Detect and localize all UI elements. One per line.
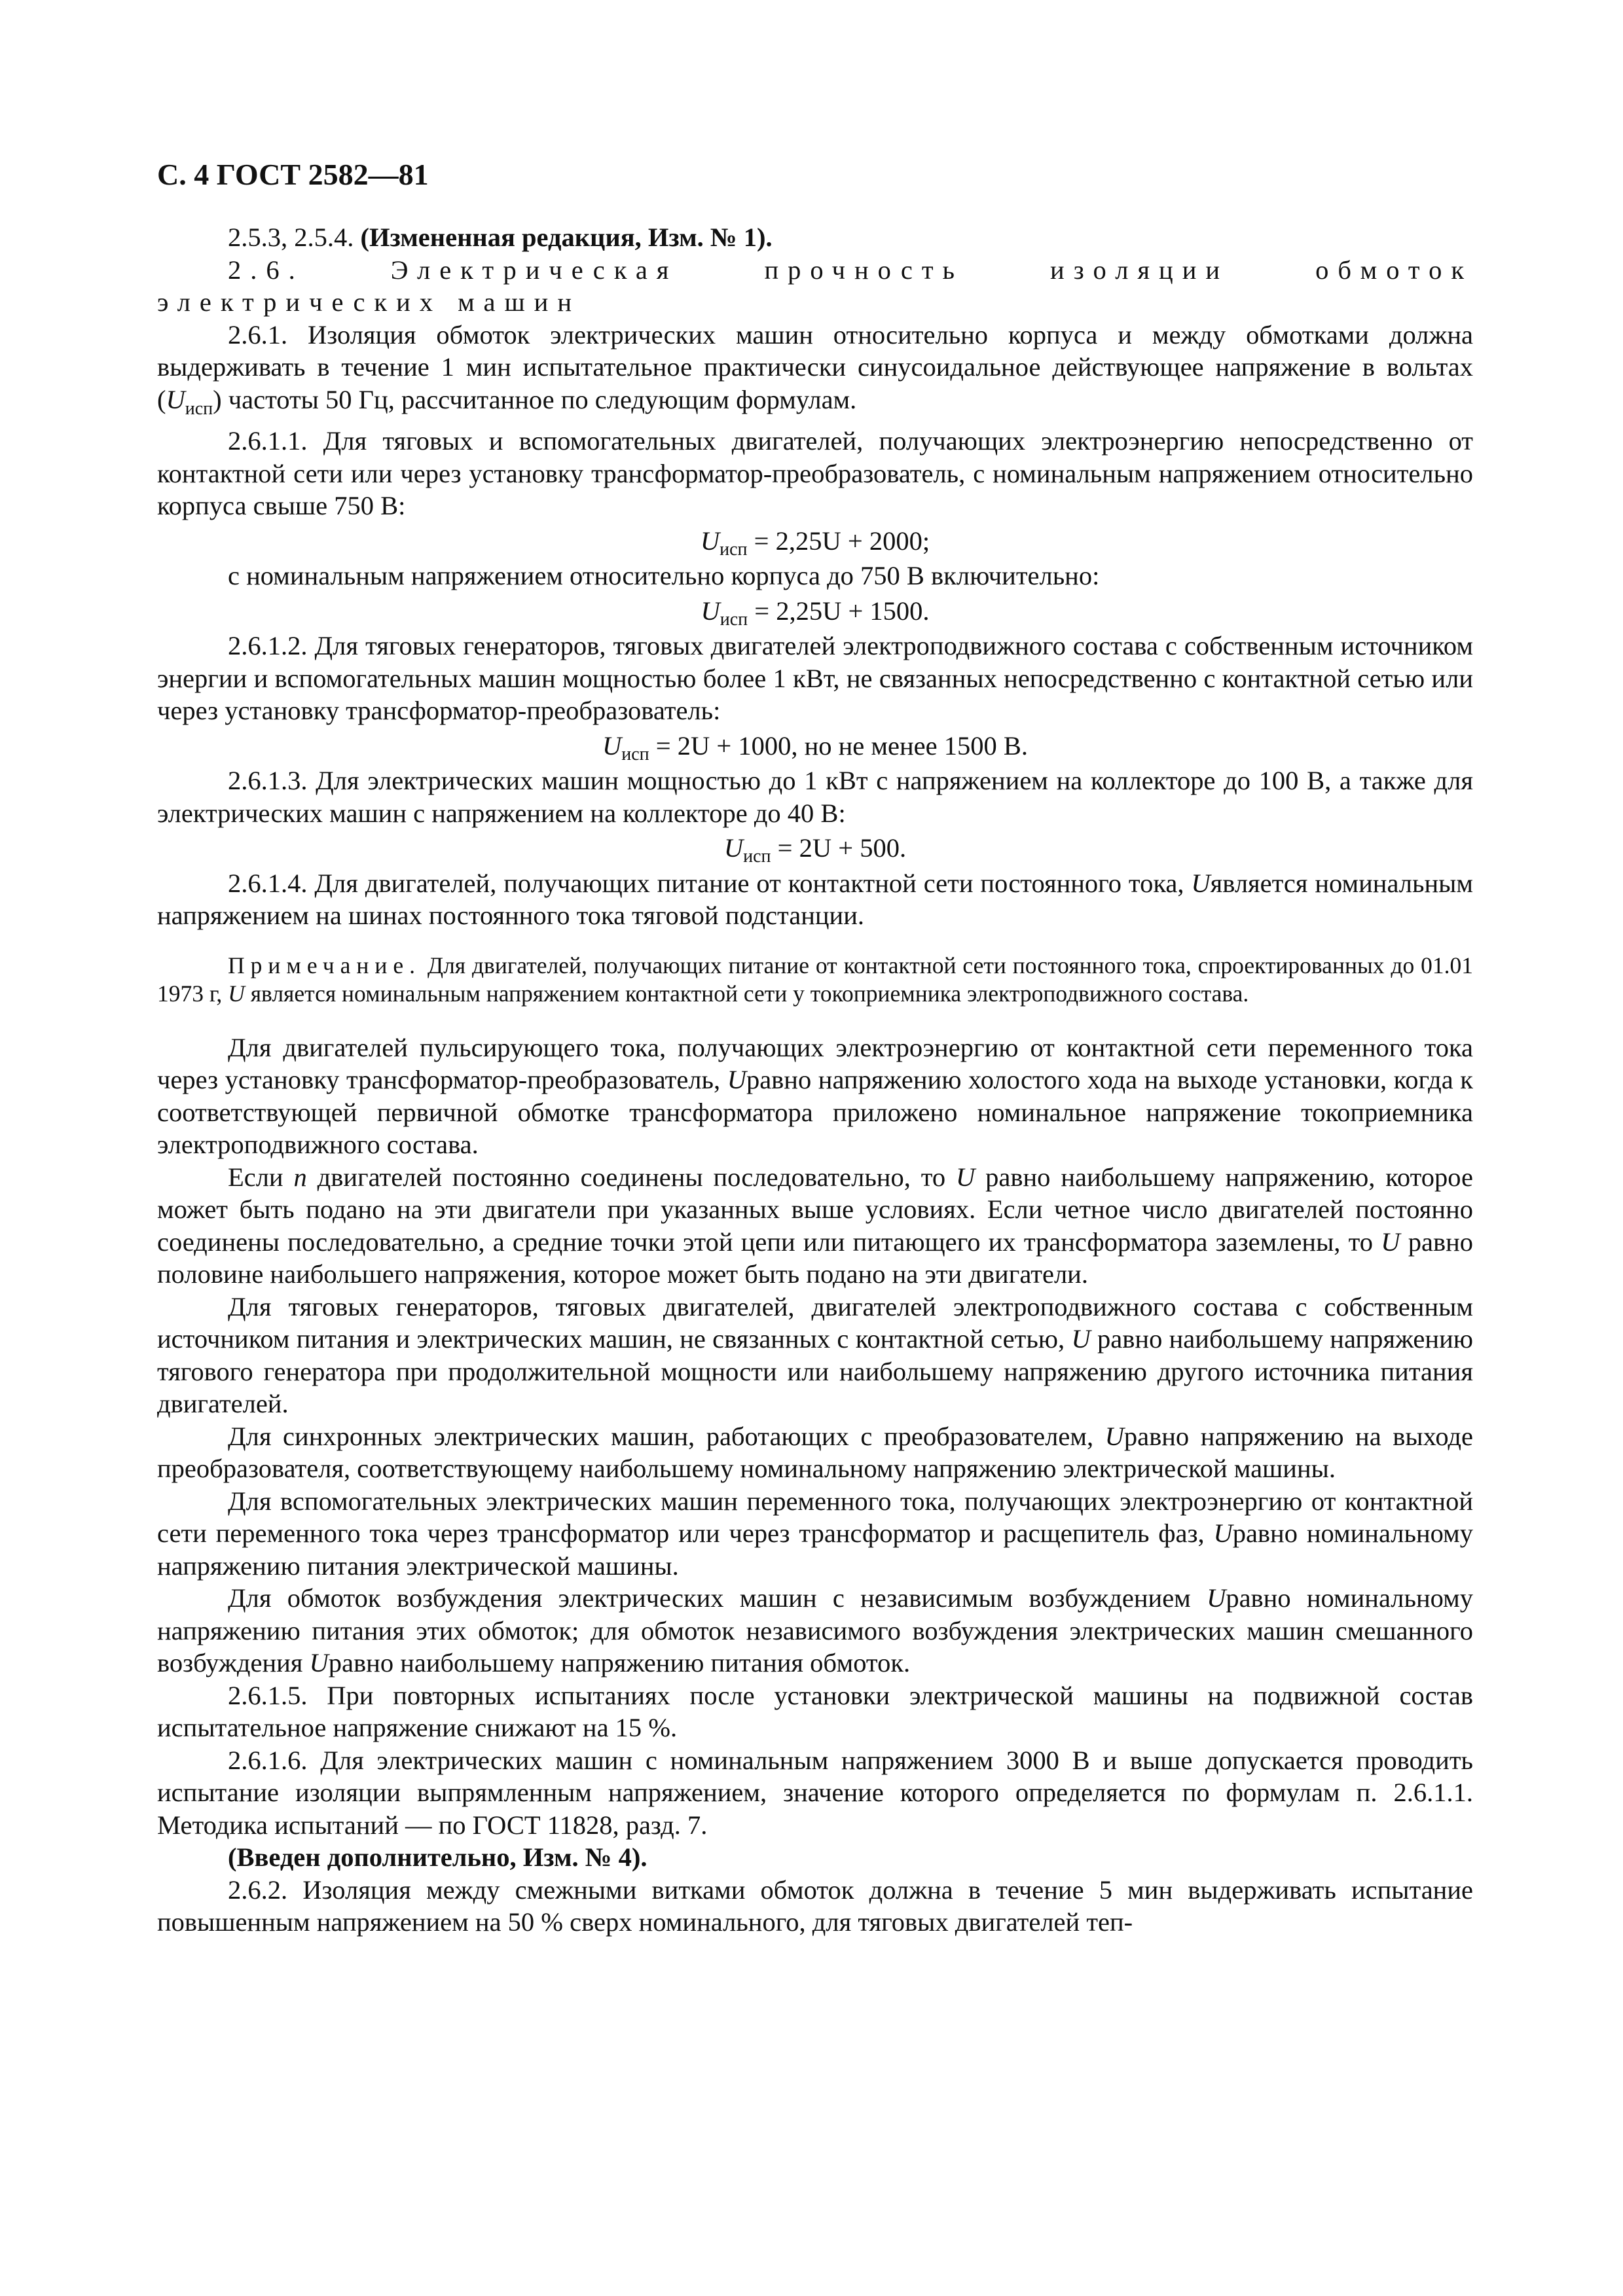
amendment-note: (Измененная редакция, Изм. № 1). [360,223,773,252]
paragraph: 2.6.1.2. Для тяговых генераторов, тяговых двигателей электроподвижного состава с собственным источником энергии и вспомогательных машин мощностью более 1 кВт, не связанных непосредственно с контактной сетью или через установку трансформатор-преобразователь: [157,631,1473,726]
paragraph: Для тяговых генераторов, тяговых двигателей, двигателей электроподвижного состава с собственным источником питания и электрических машин, не связанных с контактной сетью, U равно наибольшему напряжению тягового генератора при продолжительной мощности или наибольшему напряжению другого источника питания двигателей. [157,1291,1473,1419]
amendment-note: (Введен дополнительно, Изм. № 4). [228,1842,647,1873]
paragraph: 2.6.2. Изоляция между смежными витками обмоток должна в течение 5 мин выдерживать испытание повышенным напряжением на 50 % сверх номинального, для тяговых двигателей теп- [157,1874,1473,1937]
note: Примечание. Для двигателей, получающих питание от контактной сети постоянного тока, спроектированных до 01.01 1973 г, U является номинальным напряжением контактной сети у токоприемника электроподвижного состава. [157,952,1473,1007]
paragraph: 2.6.1.1. Для тяговых и вспомогательных двигателей, получающих электроэнергию непосредственно от контактной сети или через установку трансформатор-преобразователь, с номинальным напряжением относительно корпуса свыше 750 В: [157,426,1473,521]
formula: $U_{исп} = 2,25U + 1500$. [701,596,930,630]
document-body [157,221,1473,1939]
paragraph: Для двигателей пульсирующего тока, получающих электроэнергию от контактной сети переменного тока через установку трансформатор-преобразователь, Uравно напряжению холостого хода на выходе установки, когда к соответствующей первичной обмотке трансформатора приложено номинальное напряжение токоприемника электроподвижного состава. [157,1032,1473,1160]
paragraph: Для вспомогательных электрических машин переменного тока, получающих электроэнергию от контактной сети переменного тока через трансформатор или через трансформатор и расщепитель фаз, Uравно номинальному напряжению питания электрической машины. [157,1486,1473,1581]
paragraph: Для синхронных электрических машин, работающих с преобразователем, Uравно напряжению на выходе преобразователя, соответствующему наибольшему номинальному напряжению электрической машины. [157,1421,1473,1484]
paragraph: 2.6.1.5. При повторных испытаниях после установки электрической машины на подвижной состав испытательное напряжение снижают на 15 %. [157,1680,1473,1743]
formula: $U_{исп} = 2U + 500$. [723,833,907,867]
paragraph: 2.6.1.4. Для двигателей, получающих питание от контактной сети постоянного тока, Uявляется номинальным напряжением на шинах постоянного тока тяговой подстанции. [157,868,1473,931]
paragraph: 2.6.1.6. Для электрических машин с номинальным напряжением 3000 В и выше допускается проводить испытание изоляции выпрямленным напряжением, значение которого определяется по формулам п. 2.6.1.1. Методика испытаний — по ГОСТ 11828, разд. 7. [157,1745,1473,1840]
formula: $U_{исп} = 2,25U + 2000$; [700,526,930,560]
note-label: Примечание. [228,952,421,978]
paragraph: с номинальным напряжением относительно корпуса до 750 В включительно: [228,561,1100,591]
paragraph: Для обмоток возбуждения электрических машин с независимым возбуждением Uравно номинальному напряжению питания этих обмоток; для обмоток независимого возбуждения электрических машин смешанного возбуждения Uравно наибольшему напряжению питания обмоток. [157,1583,1474,1678]
paragraph: 2.6.1. Изоляция обмоток электрических машин относительно корпуса и между обмотками должна выдерживать в течение 1 мин испытательное практически синусоидальное действующее напряжение в вольтах $(U_{исп})$ частоты 50 Гц, рассчитанное по следующим формулам. [157,319,1473,419]
section-title: 2.6. Электрическая прочность изоляции обмоток электрических машин [157,255,1473,317]
paragraph: 2.6.1.3. Для электрических машин мощностью до 1 кВт с напряжением на коллекторе до 100 В, а также для электрических машин с напряжением на коллекторе до 40 В: [157,766,1473,828]
paragraph: 2.5.3, 2.5.4. (Измененная редакция, Изм. № 1). [228,223,773,252]
paragraph: Если n двигателей постоянно соединены последовательно, то U равно наибольшему напряжению, которое может быть подано на эти двигатели при указанных выше условиях. Если четное число двигателей постоянно соединены последовательно, а средние точки этой цепи или питающего их трансформатора заземлены, то U равно половине наибольшего напряжения, которое может быть подано на эти двигатели. [157,1162,1473,1289]
page-header: С. 4 ГОСТ 2582—81 [157,158,429,191]
formula: $U_{исп} = 2U + 1000$, но не менее 1500 В. [602,730,1029,764]
